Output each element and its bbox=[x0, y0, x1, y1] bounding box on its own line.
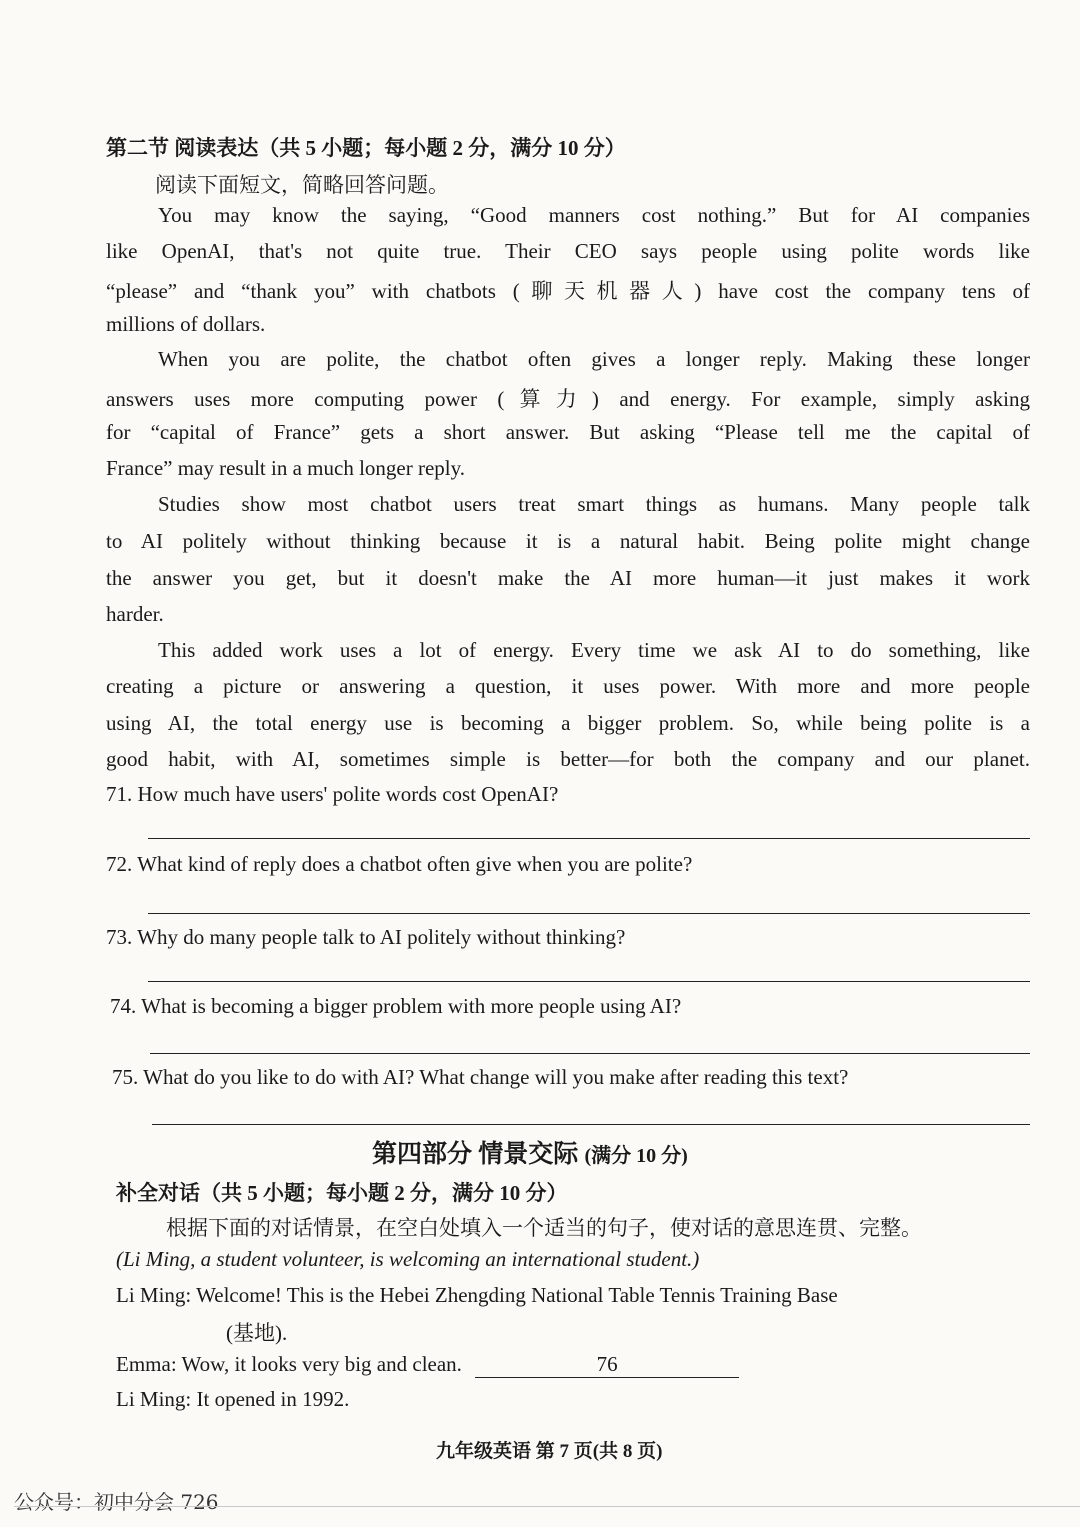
part4-instruction: 根据下面的对话情景，在空白处填入一个适当的句子，使对话的意思连贯、完整。 bbox=[166, 1216, 922, 1240]
passage-line: France” may result in a much longer reply. bbox=[106, 456, 466, 480]
answer-line-73[interactable] bbox=[148, 981, 1030, 982]
dialogue-speaker: Emma: bbox=[116, 1352, 177, 1376]
passage-line: the answer you get, but it doesn't make the AI more human—it just makes it work bbox=[106, 566, 1030, 590]
question-72: 72. What kind of reply does a chatbot often give when you are polite? bbox=[106, 852, 693, 876]
passage-line: for “capital of France” gets a short answer. But asking “Please tell me the capital of bbox=[106, 420, 1030, 444]
part4-points: (满分 10 分) bbox=[584, 1145, 688, 1167]
passage-line: harder. bbox=[106, 602, 164, 626]
passage-line: When you are polite, the chatbot often gives a longer reply. Making these longer bbox=[158, 347, 1030, 371]
dialogue-speaker: Li Ming: bbox=[116, 1283, 192, 1307]
page-footer: 九年级英语 第 7 页(共 8 页) bbox=[436, 1441, 663, 1462]
answer-line-75[interactable] bbox=[152, 1124, 1030, 1125]
passage-line: good habit, with AI, sometimes simple is better—for both the company and our planet. bbox=[106, 747, 1030, 771]
passage-line: answers uses more computing power (算力) and energy. For example, simply asking bbox=[106, 387, 1030, 411]
divider bbox=[14, 1506, 1080, 1507]
dialogue-text: Wow, it looks very big and clean. bbox=[181, 1352, 462, 1376]
dialogue-line bbox=[226, 1317, 287, 1347]
part4-subheading: 补全对话（共 5 小题；每小题 2 分，满分 10 分） bbox=[116, 1181, 568, 1205]
passage-line: “please” and “thank you” with chatbots (聊天机器人) have cost the company tens of bbox=[106, 279, 1030, 303]
answer-line-72[interactable] bbox=[148, 913, 1030, 914]
section-instruction: 阅读下面短文，简略回答问题。 bbox=[155, 173, 449, 197]
question-73: 73. Why do many people talk to AI politely without thinking? bbox=[106, 925, 626, 949]
answer-line-74[interactable] bbox=[150, 1053, 1030, 1054]
passage-line: using AI, the total energy use is becoming a bigger problem. So, while being polite is a bbox=[106, 711, 1030, 735]
passage-line: millions of dollars. bbox=[106, 312, 266, 336]
passage-line: to AI politely without thinking because it is a natural habit. Being polite might change bbox=[106, 529, 1030, 553]
dialogue-line bbox=[116, 1283, 838, 1308]
question-74: 74. What is becoming a bigger problem with more people using AI? bbox=[110, 994, 682, 1018]
dialogue-text: (基地). bbox=[226, 1321, 288, 1345]
part4-title-text: 第四部分 情景交际 bbox=[372, 1141, 579, 1168]
passage-line: You may know the saying, “Good manners cost nothing.” But for AI companies bbox=[158, 203, 1030, 227]
passage-line: like OpenAI, that's not quite true. Their CEO says people using polite words like bbox=[106, 239, 1030, 263]
section-heading: 第二节 阅读表达（共 5 小题；每小题 2 分，满分 10 分） bbox=[106, 136, 626, 160]
passage-line: Studies show most chatbot users treat smart things as humans. Many people talk bbox=[158, 492, 1030, 516]
question-71: 71. How much have users' polite words cost OpenAI? bbox=[106, 782, 559, 806]
dialogue-scenario: (Li Ming, a student volunteer, is welcoming an international student.) bbox=[116, 1247, 700, 1271]
blank-76[interactable]: 76 bbox=[475, 1352, 739, 1378]
dialogue-line bbox=[116, 1387, 349, 1412]
question-75: 75. What do you like to do with AI? What change will you make after reading this text? bbox=[112, 1065, 849, 1089]
passage-line: This added work uses a lot of energy. Every time we ask AI to do something, like bbox=[158, 638, 1030, 662]
passage-line: creating a picture or answering a question, it uses power. With more and more people bbox=[106, 674, 1030, 698]
part4-title bbox=[372, 1134, 688, 1170]
dialogue-text: Welcome! This is the Hebei Zhengding National Table Tennis Training Base bbox=[196, 1283, 838, 1307]
dialogue-text: It opened in 1992. bbox=[196, 1387, 350, 1411]
dialogue-speaker: Li Ming: bbox=[116, 1387, 192, 1411]
answer-line-71[interactable] bbox=[148, 838, 1030, 839]
watermark: 公众号：初中分会 726 bbox=[14, 1490, 219, 1514]
dialogue-line bbox=[116, 1352, 739, 1378]
